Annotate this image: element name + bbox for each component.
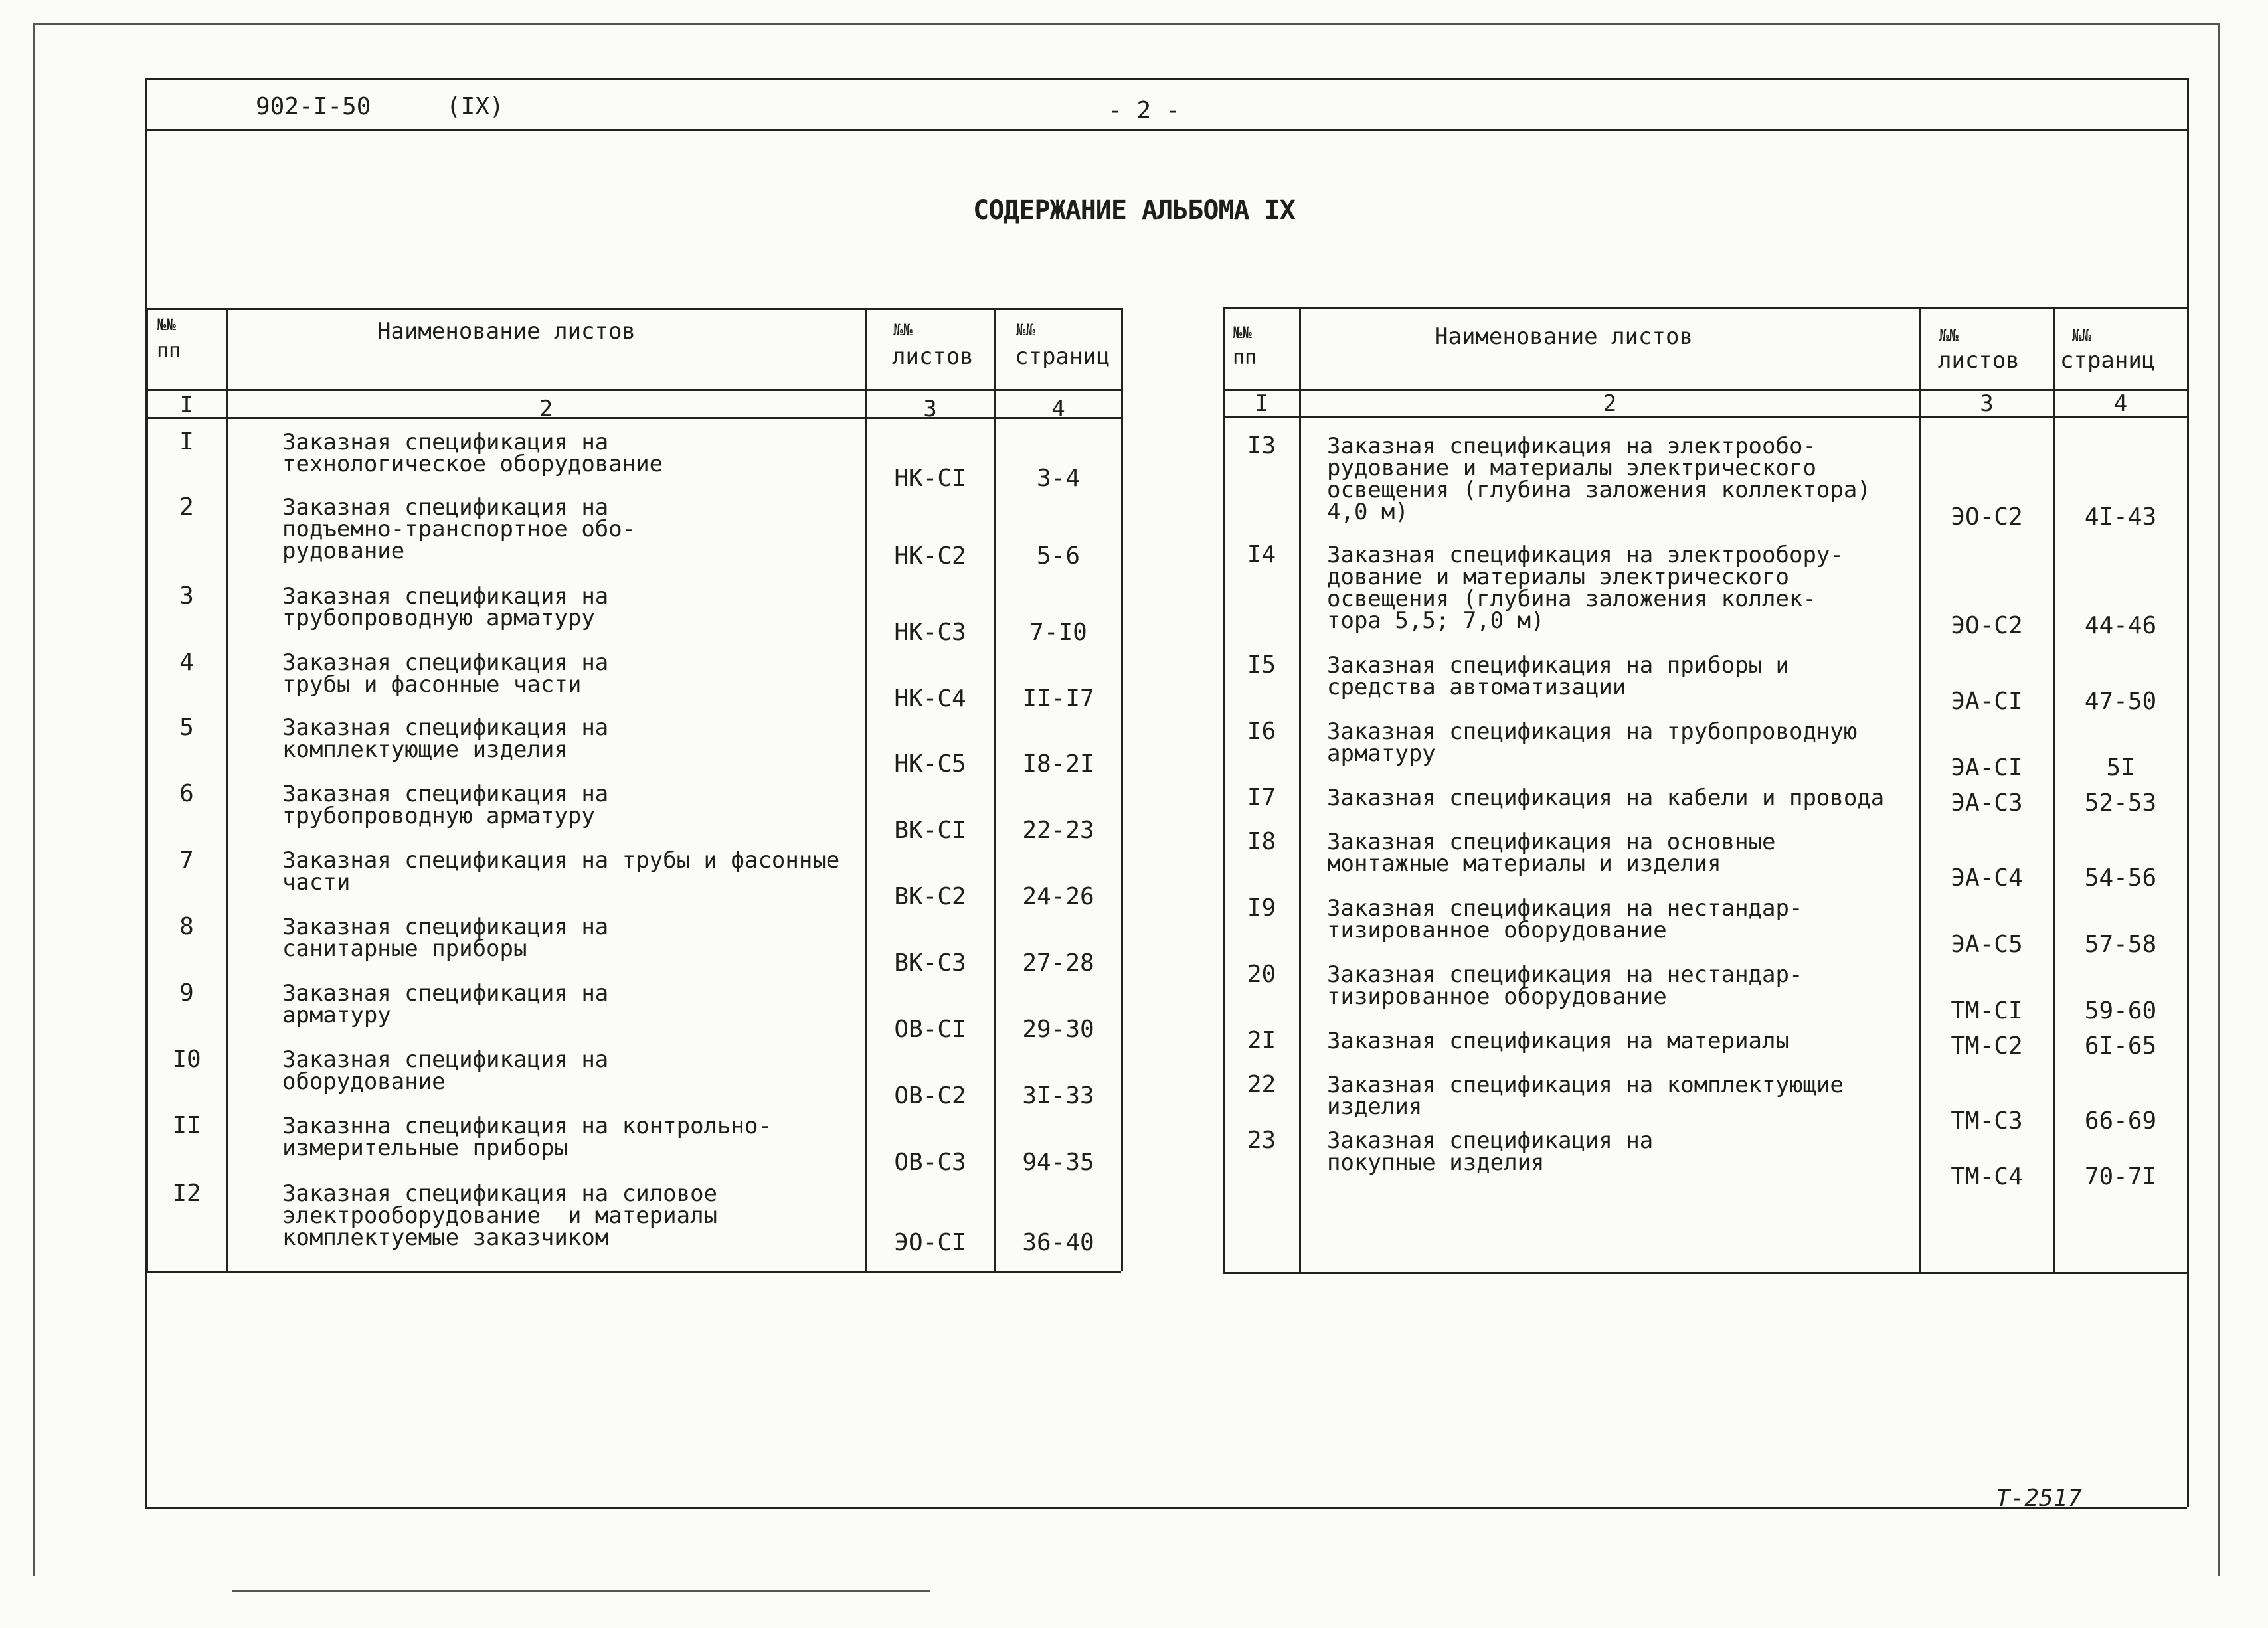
right-colnum-3: 3 [1980,390,1994,417]
row-number: I5 [1247,651,1276,679]
row-name-line: Заказная спецификация на [1327,1127,1654,1154]
row-pages: 22-23 [1022,817,1094,844]
row-name-line: Заказная спецификация на [282,914,609,940]
frame-bottom [145,1507,2187,1509]
outer-frame-left [33,23,35,1576]
left-head-sheets-1: №№ [893,321,913,339]
row-pages: 24-26 [1022,883,1094,910]
row-pages: 57-58 [2084,931,2157,958]
row-name-line: Заказная спецификация на [282,583,609,610]
left-colnum-1: I [179,392,194,418]
left-colnum-2: 2 [539,396,553,422]
row-name-line: Заказная спецификация на основные [1327,829,1776,855]
row-number: I9 [1247,894,1276,922]
row-name-line: трубы и фасонные части [282,671,582,698]
row-name-line: Заказная спецификация на [282,1046,609,1073]
right-table-bottom [1223,1272,2187,1274]
left-head-pages-2: страниц [1015,343,1110,370]
row-name-line: Заказная спецификация на нестандар- [1327,961,1803,988]
left-head-pages-1: №№ [1016,321,1035,339]
row-name-line: покупные изделия [1327,1149,1545,1176]
left-col-border-3 [994,308,996,1271]
row-name-line: трубопроводную арматуру [282,605,595,631]
row-number: I0 [172,1046,201,1073]
row-sheet-code: ТМ-С3 [1951,1107,2023,1135]
right-head-sheets-1: №№ [1939,326,1959,345]
row-number: 4 [179,649,194,676]
row-name-line: санитарные приборы [282,936,527,962]
right-head-num-2: пп [1233,346,1257,369]
frame-top [145,78,2187,80]
row-name-line: арматуру [282,1002,391,1028]
row-pages: 3I-33 [1022,1082,1094,1109]
row-pages: 66-69 [2084,1107,2157,1135]
row-pages: 3-4 [1036,465,1081,492]
right-col-border-4 [2187,307,2189,1272]
row-number: I7 [1247,784,1276,811]
right-head-pages-2: страниц [2060,347,2156,374]
row-name-line: электрооборудование и материалы [282,1202,718,1229]
row-pages: 70-7I [2084,1163,2157,1190]
row-sheet-code: ВК-С3 [894,949,966,977]
row-sheet-code: ЭА-С4 [1951,864,2023,892]
row-name-line: Заказная спецификация на кабели и провода [1327,785,1885,811]
row-number: I4 [1247,541,1276,568]
right-head-name: Наименование листов [1435,323,1693,350]
row-name-line: тизированное оборудование [1327,983,1667,1010]
left-col-border-1 [226,308,228,1271]
row-name-line: тизированное оборудование [1327,917,1667,943]
left-table-bottom [146,1271,1121,1273]
page-number: - 2 - [1108,97,1180,124]
left-colnum-4: 4 [1051,396,1065,422]
row-name-line: измерительные приборы [282,1135,568,1161]
row-pages: 52-53 [2084,789,2157,817]
row-sheet-code: ВК-СI [894,817,966,844]
row-name-line: технологическое оборудование [282,451,663,477]
right-colnum-2: 2 [1603,390,1617,417]
row-name-line: подъемно-транспортное обо- [282,516,636,542]
row-pages: 29-30 [1022,1016,1094,1043]
row-number: 23 [1247,1127,1276,1154]
row-pages: 5-6 [1036,542,1081,570]
row-name-line: Заказная спецификация на трубы и фасонные [282,847,840,874]
right-colnum-4: 4 [2113,390,2128,417]
row-name-line: Заказная спецификация на материалы [1327,1028,1789,1054]
row-name-line: части [282,869,351,896]
row-name-line: комплектуемые заказчиком [282,1224,609,1251]
row-sheet-code: ТМ-С4 [1951,1163,2023,1190]
row-name-line: Заказная спецификация на приборы и [1327,652,1789,679]
row-name-line: 4,0 м) [1327,499,1409,525]
row-name-line: Заказная спецификация на комплектующие [1327,1072,1844,1098]
row-name-line: Заказная спецификация на трубопроводную [1327,718,1858,745]
row-number: 7 [179,847,194,874]
right-colnum-1: I [1255,390,1268,417]
left-header-line [146,389,1121,391]
row-pages: 36-40 [1022,1229,1094,1256]
row-sheet-code: ЭА-С5 [1951,931,2023,958]
left-head-num-1: №№ [157,315,176,334]
row-sheet-code: ОВ-С3 [894,1149,966,1176]
left-head-sheets-2: листов [892,343,974,370]
right-table-top [1223,307,2187,309]
row-sheet-code: ЭА-С3 [1951,789,2023,817]
left-head-num-2: пп [157,339,181,363]
row-pages: 5I [2106,754,2135,781]
row-sheet-code: НК-С2 [894,542,966,570]
row-name-line: Заказная спецификация на [282,649,609,676]
left-table-top [146,308,1121,310]
header-divider [145,129,2187,131]
row-number: 2 [179,493,194,521]
row-name-line: Заказная спецификация на [282,781,609,807]
row-sheet-code: ВК-С2 [894,883,966,910]
left-colnum-3: 3 [923,396,937,422]
page-title: СОДЕРЖАНИЕ АЛЬБОМА IX [973,195,1295,226]
outer-frame-right [2218,23,2220,1576]
row-pages: II-I7 [1022,685,1094,712]
row-sheet-code: ТМ-С2 [1951,1032,2023,1060]
row-name-line: рудование [282,538,405,564]
row-name-line: Заказная спецификация на нестандар- [1327,895,1803,922]
drawing-stamp: Т-2517 [1996,1485,2083,1512]
row-sheet-code: ЭА-СI [1951,688,2023,715]
row-name-line: Заказная спецификация на [282,980,609,1007]
row-number: II [172,1112,201,1139]
row-name-line: освещения (глубина заложения коллектора) [1327,477,1871,503]
row-pages: 7-I0 [1029,619,1087,646]
row-name-line: рудование и материалы электрического [1327,455,1816,481]
row-sheet-code: НК-С3 [894,619,966,646]
row-number: 22 [1247,1071,1276,1098]
row-sheet-code: ЭО-СI [894,1229,966,1256]
row-name-line: Заказная спецификация на [282,714,609,741]
row-sheet-code: ЭА-СI [1951,754,2023,781]
row-sheet-code: НК-СI [894,465,966,492]
row-name-line: Заказнна спецификация на контрольно- [282,1113,772,1139]
row-number: I2 [172,1180,201,1207]
row-name-line: изделия [1327,1094,1423,1120]
doc-code: 902-I-50 [256,93,371,120]
row-pages: 59-60 [2084,997,2157,1024]
left-head-name: Наименование листов [377,318,636,345]
row-number: I3 [1247,432,1276,459]
row-pages: 4I-43 [2084,503,2157,530]
row-name-line: комплектующие изделия [282,736,568,763]
row-pages: 54-56 [2084,864,2157,892]
row-name-line: трубопроводную арматуру [282,803,595,829]
row-name-line: монтажные материалы и изделия [1327,851,1721,877]
left-col-border-4 [1121,308,1123,1271]
row-name-line: оборудование [282,1068,446,1095]
outer-frame-top [33,23,2218,25]
row-sheet-code: ОВ-СI [894,1016,966,1043]
row-name-line: Заказная спецификация на силовое [282,1180,718,1207]
album-number: (IX) [446,93,504,120]
row-sheet-code: ЭО-С2 [1951,503,2023,530]
row-number: 3 [179,582,194,610]
row-number: 9 [179,979,194,1007]
row-name-line: Заказная спецификация на [282,494,609,521]
row-number: I [179,428,194,455]
row-number: 8 [179,913,194,940]
row-name-line: Заказная спецификация на электрообору- [1327,542,1844,568]
row-name-line: Заказная спецификация на [282,429,609,455]
row-number: 2I [1247,1027,1276,1054]
row-number: 6 [179,780,194,807]
bottom-rule [232,1590,930,1592]
row-number: I6 [1247,718,1276,745]
row-name-line: дование и материалы электрического [1327,564,1789,590]
row-name-line: арматуру [1327,740,1436,767]
row-pages: 44-46 [2084,612,2157,639]
row-pages: 47-50 [2084,688,2157,715]
left-col-border-2 [865,308,867,1271]
right-col-border-1 [1299,307,1301,1272]
row-sheet-code: ОВ-С2 [894,1082,966,1109]
row-sheet-code: ЭО-С2 [1951,612,2023,639]
right-head-num-1: №№ [1233,323,1252,342]
row-number: 20 [1247,961,1276,988]
row-name-line: средства автоматизации [1327,674,1626,700]
row-pages: I8-2I [1022,750,1094,777]
row-pages: 6I-65 [2084,1032,2157,1060]
right-head-sheets-2: листов [1938,347,2020,374]
row-pages: 94-35 [1022,1149,1094,1176]
row-name-line: тора 5,5; 7,0 м) [1327,608,1545,634]
row-name-line: освещения (глубина заложения коллек- [1327,586,1816,612]
row-number: I8 [1247,828,1276,855]
row-sheet-code: НК-С4 [894,685,966,712]
row-pages: 27-28 [1022,949,1094,977]
row-sheet-code: ТМ-СI [1951,997,2023,1024]
row-number: 5 [179,714,194,741]
row-name-line: Заказная спецификация на электрообо- [1327,433,1816,459]
row-sheet-code: НК-С5 [894,750,966,777]
right-head-pages-1: №№ [2072,326,2091,345]
